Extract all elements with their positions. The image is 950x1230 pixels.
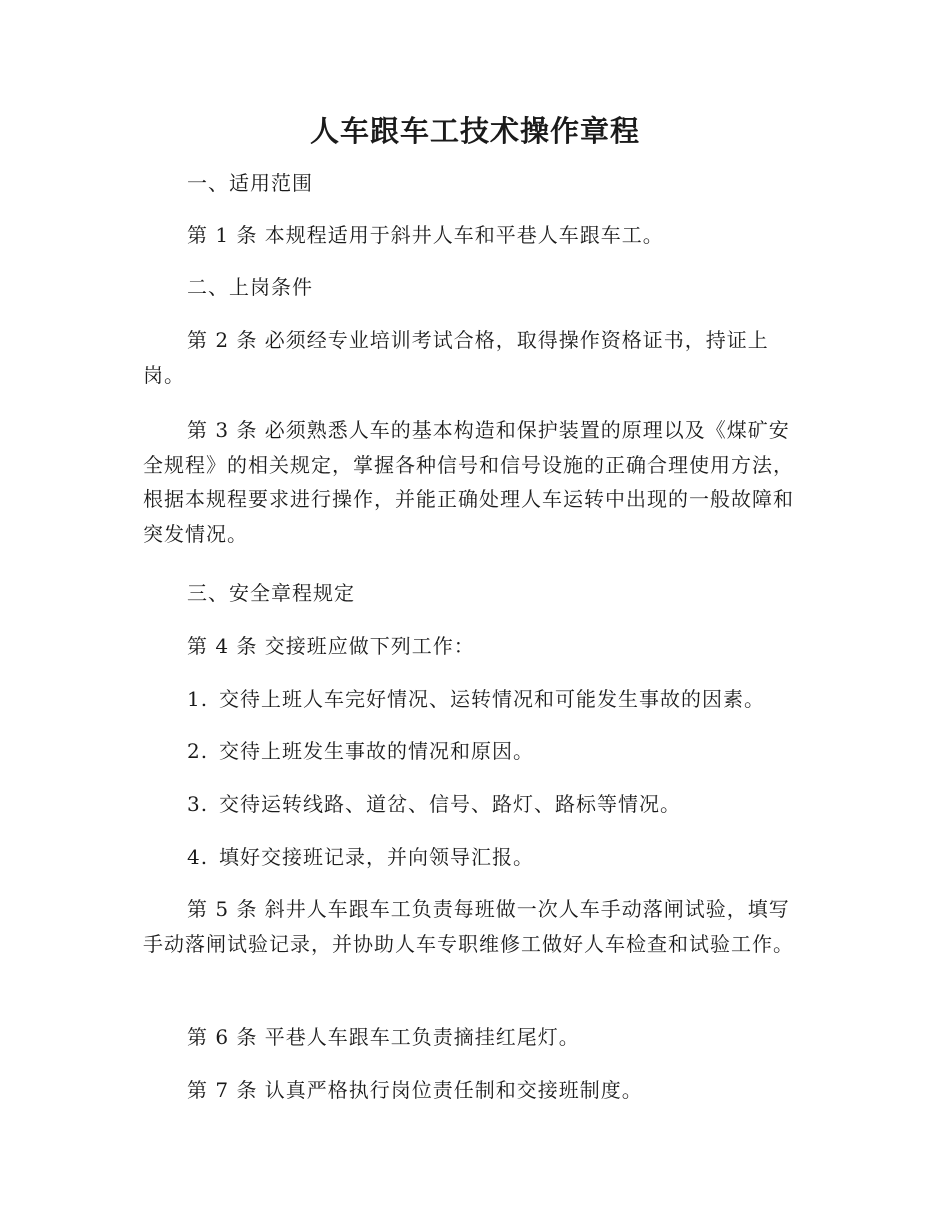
section-heading-scope: 一、适用范围 (187, 171, 313, 195)
article-5: 第 5 条 斜井人车跟车工负责每班做一次人车手动落闸试验，填写手动落闸试验记录，并协助人车专职维修工做好人车检查和试验工作。 (143, 897, 794, 956)
article-4: 第 4 条 交接班应做下列工作： (187, 634, 475, 658)
item-number: 1. (187, 687, 209, 711)
article-4-item (187, 840, 807, 875)
item-text: 交待运转线路、道岔、信号、路灯、路标等情况。 (219, 792, 681, 816)
article-1: 第 1 条 本规程适用于斜井人车和平巷人车跟车工。 (187, 223, 664, 247)
section-heading-safety-rules: 三、安全章程规定 (187, 581, 355, 605)
article-4-item (187, 734, 807, 769)
item-number: 4. (187, 845, 209, 869)
item-text: 交待上班人车完好情况、运转情况和可能发生事故的因素。 (219, 687, 765, 711)
article-7: 第 7 条 认真严格执行岗位责任制和交接班制度。 (187, 1078, 643, 1102)
article-4-item (187, 787, 807, 822)
section-heading-qualification: 二、上岗条件 (187, 275, 313, 299)
item-number: 2. (187, 739, 209, 763)
item-number: 3. (187, 792, 209, 816)
item-text: 交待上班发生事故的情况和原因。 (219, 739, 534, 763)
document-title: 人车跟车工技术操作章程 (309, 114, 640, 148)
item-text: 填好交接班记录，并向领导汇报。 (219, 845, 534, 869)
article-6: 第 6 条 平巷人车跟车工负责摘挂红尾灯。 (187, 1025, 580, 1049)
article-3: 第 3 条 必须熟悉人车的基本构造和保护装置的原理以及《煤矿安全规程》的相关规定，掌握各种信号和信号设施的正确合理使用方法，根据本规程要求进行操作，并能正确处理人车运转中出现的一般故障和突发情况。 (143, 418, 794, 546)
article-4-item (187, 682, 807, 717)
article-2: 第 2 条 必须经专业培训考试合格，取得操作资格证书，持证上岗。 (143, 328, 769, 387)
